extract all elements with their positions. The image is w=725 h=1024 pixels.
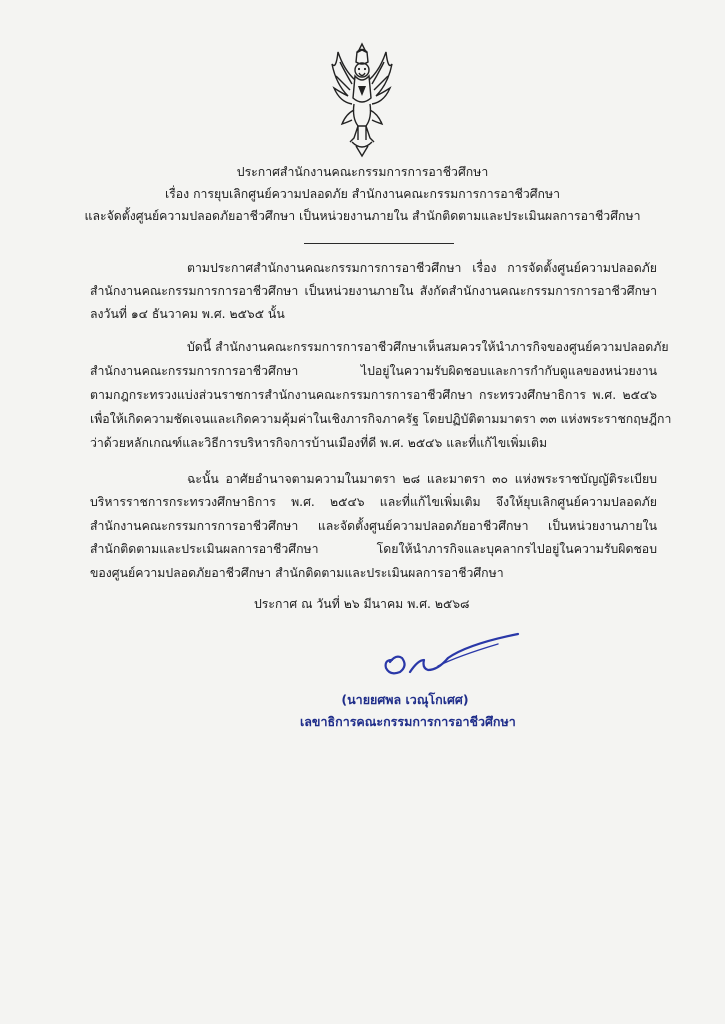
- paragraph-3-line-3: สำนักงานคณะกรรมการการอาชีวศึกษา และจัดตั้งศูนย์ความปลอดภัยอาชีวศึกษา เป็นหน่วยงานภายใน: [90, 519, 657, 533]
- handwritten-signature: [378, 630, 526, 678]
- announcement-subject-line-2: และจัดตั้งศูนย์ความปลอดภัยอาชีวศึกษา เป็นหน่วยงานภายใน สำนักติดตามและประเมินผลการอาชีวศึกษา: [84, 209, 641, 223]
- signatory-position: เลขาธิการคณะกรรมการการอาชีวศึกษา: [300, 714, 516, 729]
- paragraph-3-line-4: สำนักติดตามและประเมินผลการอาชีวศึกษา โดยให้นำภารกิจและบุคลากรไปอยู่ในความรับผิดชอบ: [90, 542, 657, 556]
- paragraph-1-line-1: ตามประกาศสำนักงานคณะกรรมการการอาชีวศึกษา เรื่อง การจัดตั้งศูนย์ความปลอดภัย: [187, 261, 657, 275]
- paragraph-2-line-3: ตามกฎกระทรวงแบ่งส่วนราชการสำนักงานคณะกรรมการการอาชีวศึกษา กระทรวงศึกษาธิการ พ.ศ. ๒๕๔๖: [90, 388, 657, 402]
- title-divider: [304, 243, 454, 244]
- paragraph-2-line-2: สำนักงานคณะกรรมการการอาชีวศึกษา ไปอยู่ในความรับผิดชอบและการกำกับดูแลของหน่วยงาน: [90, 364, 657, 378]
- garuda-emblem-icon: [328, 40, 396, 158]
- signatory-name: (นายยศพล เวณุโกเศศ): [341, 692, 469, 707]
- paragraph-1-line-2: สำนักงานคณะกรรมการการอาชีวศึกษา เป็นหน่วยงานภายใน สังกัดสำนักงานคณะกรรมการการอาชีวศึกษา: [90, 284, 657, 298]
- announcement-subject-line-1: เรื่อง การยุบเลิกศูนย์ความปลอดภัย สำนักงานคณะกรรมการการอาชีวศึกษา: [164, 187, 561, 201]
- paragraph-3-line-5: ของศูนย์ความปลอดภัยอาชีวศึกษา สำนักติดตามและประเมินผลการอาชีวศึกษา: [90, 566, 504, 580]
- announcement-title: ประกาศสำนักงานคณะกรรมการการอาชีวศึกษา: [236, 165, 489, 179]
- announcement-date: ประกาศ ณ วันที่ ๒๖ มีนาคม พ.ศ. ๒๕๖๘: [254, 597, 470, 611]
- paragraph-2-line-5: ว่าด้วยหลักเกณฑ์และวิธีการบริหารกิจการบ้านเมืองที่ดี พ.ศ. ๒๕๔๖ และที่แก้ไขเพิ่มเติม: [90, 436, 548, 450]
- paragraph-2-line-1: บัดนี้ สำนักงานคณะกรรมการการอาชีวศึกษาเห็นสมควรให้นำภารกิจของศูนย์ความปลอดภัย: [187, 340, 669, 354]
- paragraph-2-line-4: เพื่อให้เกิดความชัดเจนและเกิดความคุ้มค่าในเชิงภารกิจภาครัฐ โดยปฏิบัติตามมาตรา ๓๓ แห่งพระราชกฤษฎีกา: [90, 412, 672, 426]
- paragraph-1-line-3: ลงวันที่ ๑๔ ธันวาคม พ.ศ. ๒๕๖๕ นั้น: [90, 307, 285, 321]
- paragraph-3-line-2: บริหารราชการกระทรวงศึกษาธิการ พ.ศ. ๒๕๔๖ และที่แก้ไขเพิ่มเติม จึงให้ยุบเลิกศูนย์ความปลอดภัย: [90, 495, 657, 509]
- paragraph-3-line-1: ฉะนั้น อาศัยอำนาจตามความในมาตรา ๒๘ และมาตรา ๓๐ แห่งพระราชบัญญัติระเบียบ: [187, 472, 657, 486]
